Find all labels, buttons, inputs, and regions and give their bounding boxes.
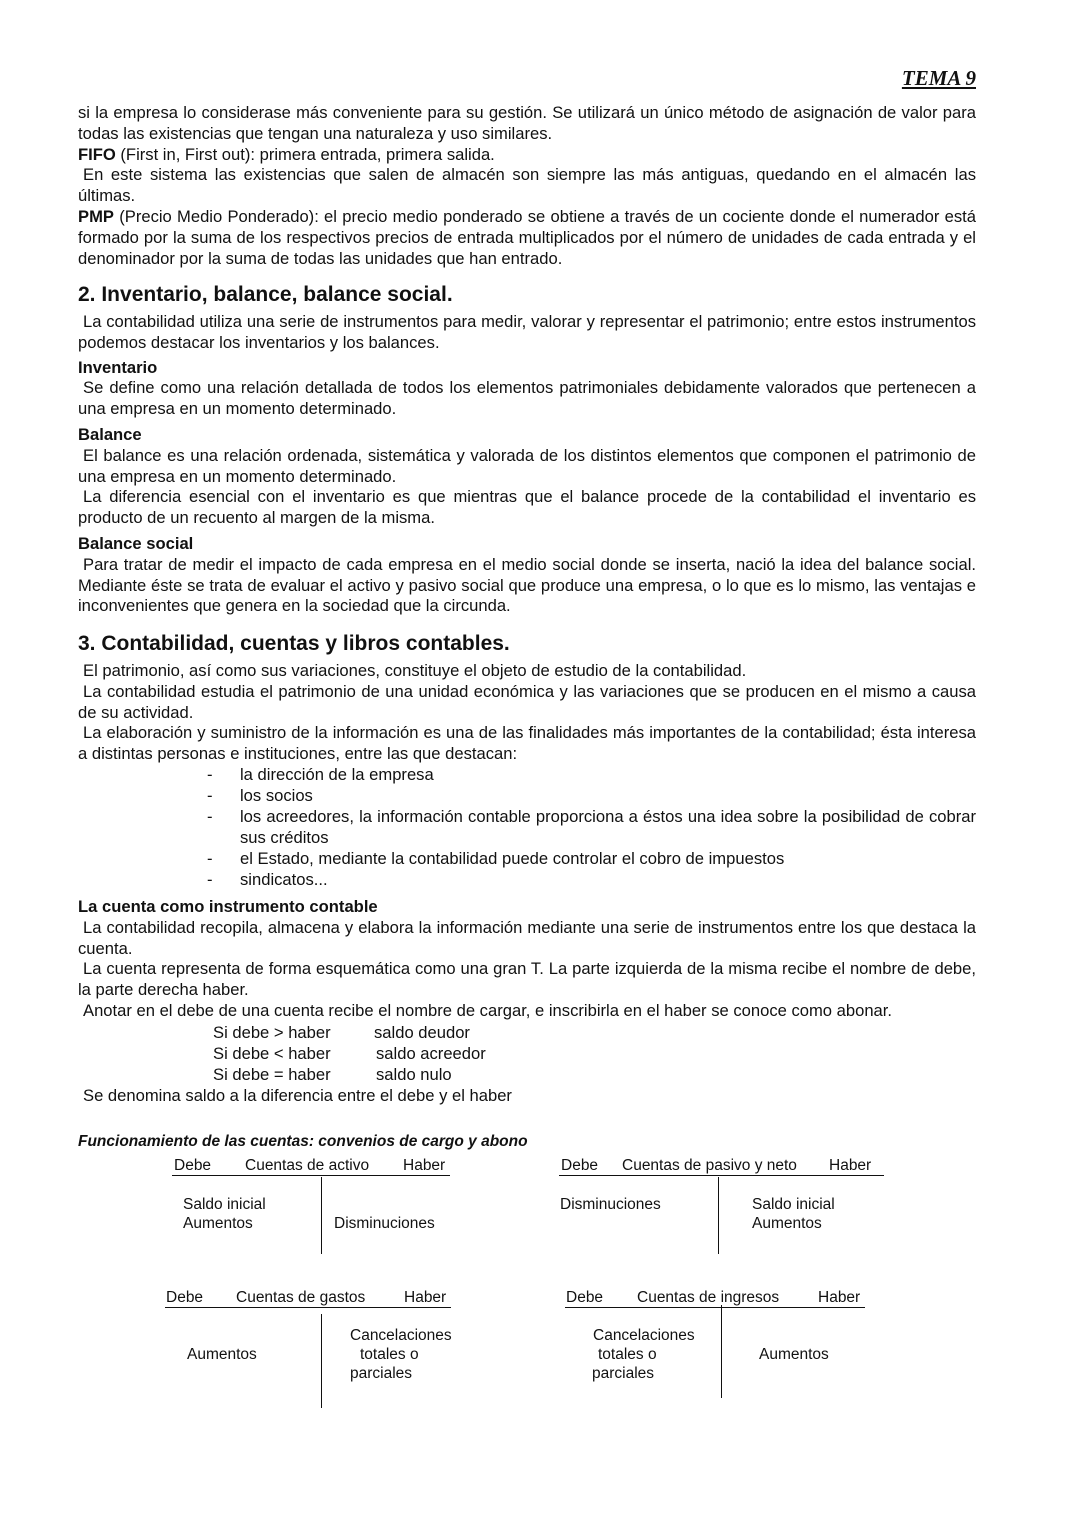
fifo-text: (First in, First out): primera entrada, primera salida. [115, 144, 495, 164]
rule-result: saldo acreedor [376, 1044, 486, 1063]
page-header: TEMA 9 [901, 66, 976, 90]
balance-text-1: El balance es una relación ordenada, sistemática y valorada de los distintos elementos que componen el patrimonio de una empresa en un momento determinado. [78, 445, 976, 486]
t-vertical-line [321, 1177, 322, 1254]
haber-label: Haber [404, 1289, 447, 1306]
t-horizontal-line [565, 1307, 865, 1308]
balance-text-2: La diferencia esencial con el inventario es que mientras que el balance procede de la contabilidad el inventario es producto de un recuento al margen de la misma. [78, 487, 976, 528]
cuenta-heading: La cuenta como instrumento contable [78, 897, 378, 916]
pmp-label: PMP [78, 206, 114, 226]
pmp-paragraph [78, 207, 976, 269]
cell-text: Aumentos [187, 1346, 257, 1363]
t-vertical-line [321, 1314, 322, 1408]
cell-text: Cancelaciones [350, 1327, 452, 1344]
cell-text: totales o [598, 1346, 657, 1363]
saldo-definition: Se denomina saldo a la diferencia entre el debe y el haber [83, 1086, 512, 1105]
cell-text: Cancelaciones [593, 1327, 695, 1344]
section-2-title [78, 283, 976, 307]
account-name: Cuentas de pasivo y neto [622, 1157, 797, 1174]
cell-text: Aumentos [752, 1215, 822, 1232]
account-name: Cuentas de gastos [236, 1289, 366, 1306]
t-vertical-line [721, 1305, 722, 1398]
fifo-line [78, 145, 976, 166]
rule-result: saldo deudor [374, 1023, 470, 1042]
cuenta-block [78, 897, 976, 1022]
section-3-p3: La elaboración y suministro de la información es una de las finalidades más importantes de la contabilidad; ésta interesa a distintas personas e instituciones, entre las que destacan: [78, 723, 976, 764]
section-3-title [78, 632, 976, 656]
section-3-block [78, 661, 976, 765]
inventario-heading: Inventario [78, 357, 158, 377]
fifo-description: En este sistema las existencias que salen de almacén son siempre las más antiguas, quedando en el almacén las últimas. [78, 165, 976, 206]
cell-text: Aumentos [183, 1215, 253, 1232]
cell-text: Disminuciones [334, 1215, 435, 1232]
rule-condition: Si debe > haber [213, 1023, 331, 1042]
cell-text: Aumentos [759, 1346, 829, 1363]
section-3-p1: El patrimonio, así como sus variaciones, constituye el objeto de estudio de la contabilidad. [83, 661, 747, 680]
balance-social-text: Para tratar de medir el impacto de cada empresa en el medio social donde se inserta, nació la idea del balance social. Mediante éste se trata de evaluar el activo y pasivo social que produce una empresa, o lo que es lo mismo, las ventajas e inconvenientes que genera en la sociedad que la circunda. [78, 554, 976, 616]
section-2-heading: 2. Inventario, balance, balance social. [78, 283, 453, 306]
account-name: Cuentas de activo [245, 1157, 370, 1174]
accounts-title: Funcionamiento de las cuentas: convenios de cargo y abono [78, 1133, 528, 1150]
section-2-intro: La contabilidad utiliza una serie de instrumentos para medir, valorar y representar el patrimonio; entre estos instrumentos podemos destacar los inventarios y los balances. [78, 312, 976, 352]
rule-condition: Si debe < haber [213, 1044, 331, 1063]
haber-label: Haber [818, 1289, 861, 1306]
rule-condition: Si debe = haber [213, 1065, 331, 1084]
cell-text: Saldo inicial [752, 1196, 835, 1213]
cuenta-p2: La cuenta representa de forma esquemática como una gran T. La parte izquierda de la misma recibe el nombre de debe, la parte derecha haber. [78, 959, 976, 1000]
haber-label: Haber [403, 1157, 446, 1174]
t-vertical-line [718, 1177, 719, 1254]
t-horizontal-line [172, 1175, 450, 1176]
debe-label: Debe [166, 1289, 204, 1306]
cuenta-p3: Anotar en el debe de una cuenta recibe el nombre de cargar, e inscribirla en el haber se conoce como abonar. [83, 1000, 893, 1020]
fifo-label: FIFO [78, 144, 116, 164]
balance-social-heading: Balance social [78, 533, 194, 553]
haber-label: Haber [829, 1157, 872, 1174]
intro-paragraph: si la empresa lo considerase más conveniente para su gestión. Se utilizará un único método de asignación de valor para todas las existencias que tengan una naturaleza y uso similares. [78, 103, 976, 143]
section-3-p2: La contabilidad estudia el patrimonio de una unidad económica y las variaciones que se producen en el mismo a causa de su actividad. [78, 681, 976, 722]
section-2-block [78, 312, 976, 617]
rule-result: saldo nulo [376, 1065, 452, 1084]
intro-block [78, 103, 976, 269]
pmp-text: (Precio Medio Ponderado): el precio medio ponderado se obtiene a través de un cociente donde el numerador está formado por la suma de los respectivos precios de entrada multiplicados por el número de unidades de cada entrada y el denominador por la suma de todas las unidades que han entrado. [78, 206, 976, 268]
debe-label: Debe [566, 1289, 604, 1306]
inventario-text: Se define como una relación detallada de todos los elementos patrimoniales debidamente valorados que pertenecen a una empresa en un momento determinado. [78, 378, 976, 419]
t-horizontal-line [165, 1307, 451, 1308]
cell-text: parciales [350, 1365, 413, 1382]
cell-text: Saldo inicial [183, 1196, 266, 1213]
section-3-heading: 3. Contabilidad, cuentas y libros contables. [78, 632, 510, 655]
debe-label: Debe [561, 1157, 599, 1174]
account-name: Cuentas de ingresos [637, 1289, 780, 1306]
t-horizontal-line [559, 1175, 884, 1176]
cuenta-p1: La contabilidad recopila, almacena y elabora la información mediante una serie de instrumentos entre los que destaca la cuenta. [78, 917, 976, 958]
cell-text: totales o [360, 1346, 419, 1363]
cell-text: Disminuciones [560, 1196, 661, 1213]
debe-label: Debe [174, 1157, 212, 1174]
balance-heading: Balance [78, 424, 142, 444]
cell-text: parciales [592, 1365, 655, 1382]
